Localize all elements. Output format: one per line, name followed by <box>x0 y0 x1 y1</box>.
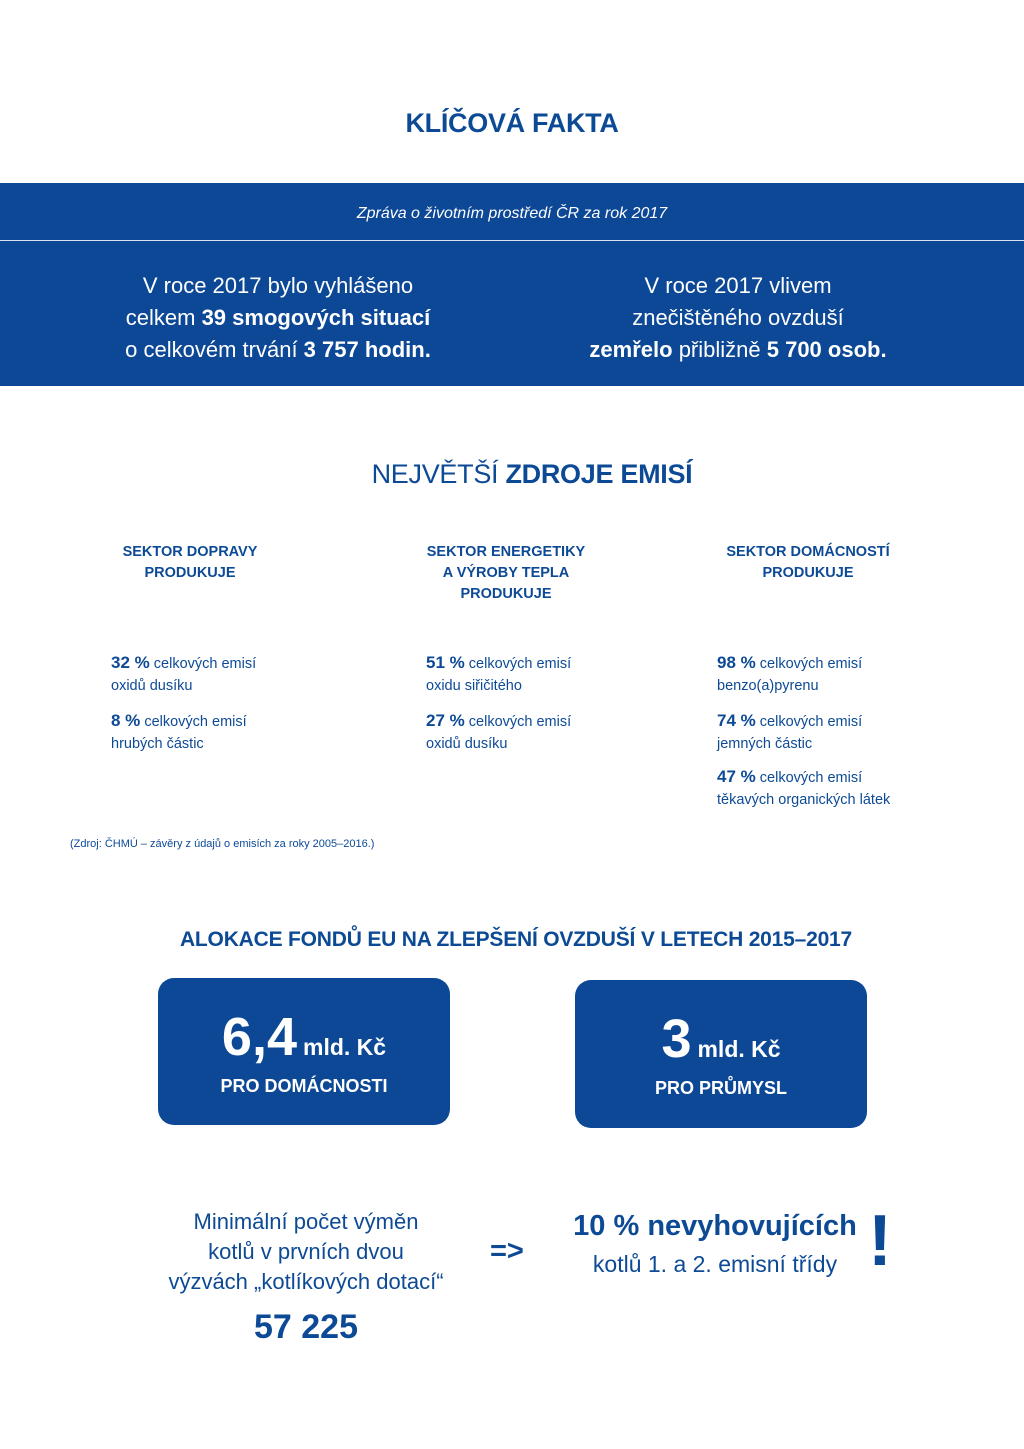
exchange-line: kotlů v prvních dvou <box>208 1239 404 1264</box>
stat-text: celkových emisí <box>755 770 863 786</box>
stat-value: 27 % <box>426 711 465 730</box>
stat-text: celkových emisí <box>755 656 863 672</box>
smog-fact <box>68 270 488 366</box>
stat-value: 74 % <box>717 711 756 730</box>
stat-pollutant: oxidu siřičitého <box>426 678 522 694</box>
smog-fact-line2 <box>68 302 488 334</box>
report-subtitle: Zpráva o životním prostředí ČR za rok 2017 <box>356 205 668 222</box>
deaths-fact <box>528 270 948 366</box>
smog-fact-line3-text: o celkovém trvání <box>125 337 304 362</box>
allocation-number: 6,4 <box>221 1007 297 1067</box>
page-title: KLÍČOVÁ FAKTA <box>405 108 619 138</box>
stat-pollutant: benzo(a)pyrenu <box>717 678 819 694</box>
allocation-number: 3 <box>661 1009 692 1069</box>
sector-heading-line: SEKTOR ENERGETIKY <box>426 544 586 560</box>
smog-hours: 3 757 hodin. <box>303 337 431 362</box>
stat-item <box>426 652 656 697</box>
stat-value: 47 % <box>717 767 756 786</box>
stat-pollutant: oxidů dusíku <box>426 736 508 752</box>
allocation-box-industry <box>575 980 867 1128</box>
stat-pollutant: oxidů dusíku <box>111 678 193 694</box>
exchange-line: výzvách „kotlíkových dotací“ <box>168 1269 444 1294</box>
boiler-exchange-count: 57 225 <box>254 1308 358 1346</box>
allocation-unit: mld. Kč <box>697 1036 781 1062</box>
stat-item <box>717 766 947 811</box>
stat-text: celkových emisí <box>140 714 247 730</box>
sources-heading-bold: ZDROJE EMISÍ <box>505 459 693 489</box>
sector-energy-heading <box>376 542 636 605</box>
deaths-fact-line2: znečištěného ovzduší <box>632 305 844 330</box>
sector-heading-line: PRODUKUJE <box>460 586 552 602</box>
key-facts-band <box>0 183 1024 386</box>
sources-heading-light: NEJVĚTŠÍ <box>371 459 506 489</box>
sector-heading-line: A VÝROBY TEPLA <box>442 565 570 581</box>
sources-heading <box>0 459 1024 490</box>
stat-item <box>717 710 947 755</box>
sector-households-heading <box>678 542 938 584</box>
stat-text: celkových emisí <box>464 656 572 672</box>
sector-heading-line: PRODUKUJE <box>762 565 854 581</box>
allocation-recipient: PRO PRŮMYSL <box>654 1078 787 1098</box>
stat-item <box>426 710 656 755</box>
noncompliant-percent: 10 % nevyhovujících <box>573 1210 857 1242</box>
exclamation-icon: ! <box>868 1201 892 1281</box>
exchange-line: Minimální počet výměn <box>193 1209 419 1234</box>
stat-text: celkových emisí <box>755 714 863 730</box>
noncompliant-description: kotlů 1. a 2. emisní třídy <box>592 1251 838 1277</box>
sector-transport-heading <box>60 542 320 584</box>
smog-fact-line1: V roce 2017 bylo vyhlášeno <box>142 273 414 298</box>
deaths-fact-line1: V roce 2017 vlivem <box>644 273 832 298</box>
stat-value: 32 % <box>111 653 150 672</box>
sector-heading-line: SEKTOR DOPRAVY <box>122 544 258 560</box>
boiler-exchange-text <box>136 1207 476 1297</box>
smog-fact-line2-text: celkem <box>125 305 202 330</box>
stat-value: 51 % <box>426 653 465 672</box>
allocation-unit: mld. Kč <box>303 1034 387 1060</box>
deaths-fact-line3 <box>528 334 948 366</box>
band-divider <box>0 240 1024 241</box>
deaths-count: 5 700 osob. <box>766 337 887 362</box>
source-note: (Zdroj: ČHMÚ – závěry z údajů o emisích za roky 2005–2016.) <box>70 838 375 850</box>
arrow-icon: => <box>490 1235 524 1267</box>
sector-heading-line: SEKTOR DOMÁCNOSTÍ <box>726 544 890 560</box>
stat-pollutant: hrubých částic <box>111 736 204 752</box>
stat-text: celkových emisí <box>149 656 257 672</box>
stat-item <box>111 652 341 697</box>
allocation-box-households <box>158 978 450 1125</box>
allocation-recipient: PRO DOMÁCNOSTI <box>220 1076 388 1096</box>
deaths-fact-line3-text: přibližně <box>672 337 767 362</box>
allocation-amount <box>575 1008 867 1070</box>
smog-count: 39 smogových situací <box>201 305 431 330</box>
stat-pollutant: jemných částic <box>717 736 813 752</box>
stat-value: 98 % <box>717 653 756 672</box>
stat-item <box>717 652 947 697</box>
deaths-verb: zemřelo <box>589 337 673 362</box>
allocation-heading: ALOKACE FONDŮ EU NA ZLEPŠENÍ OVZDUŠÍ V LETECH 2015–2017 <box>179 928 853 951</box>
smog-fact-line3 <box>68 334 488 366</box>
stat-pollutant: těkavých organických látek <box>717 792 891 808</box>
stat-item <box>111 710 341 755</box>
stat-text: celkových emisí <box>464 714 572 730</box>
allocation-amount <box>158 1006 450 1068</box>
stat-value: 8 % <box>111 711 141 730</box>
sector-heading-line: PRODUKUJE <box>144 565 236 581</box>
